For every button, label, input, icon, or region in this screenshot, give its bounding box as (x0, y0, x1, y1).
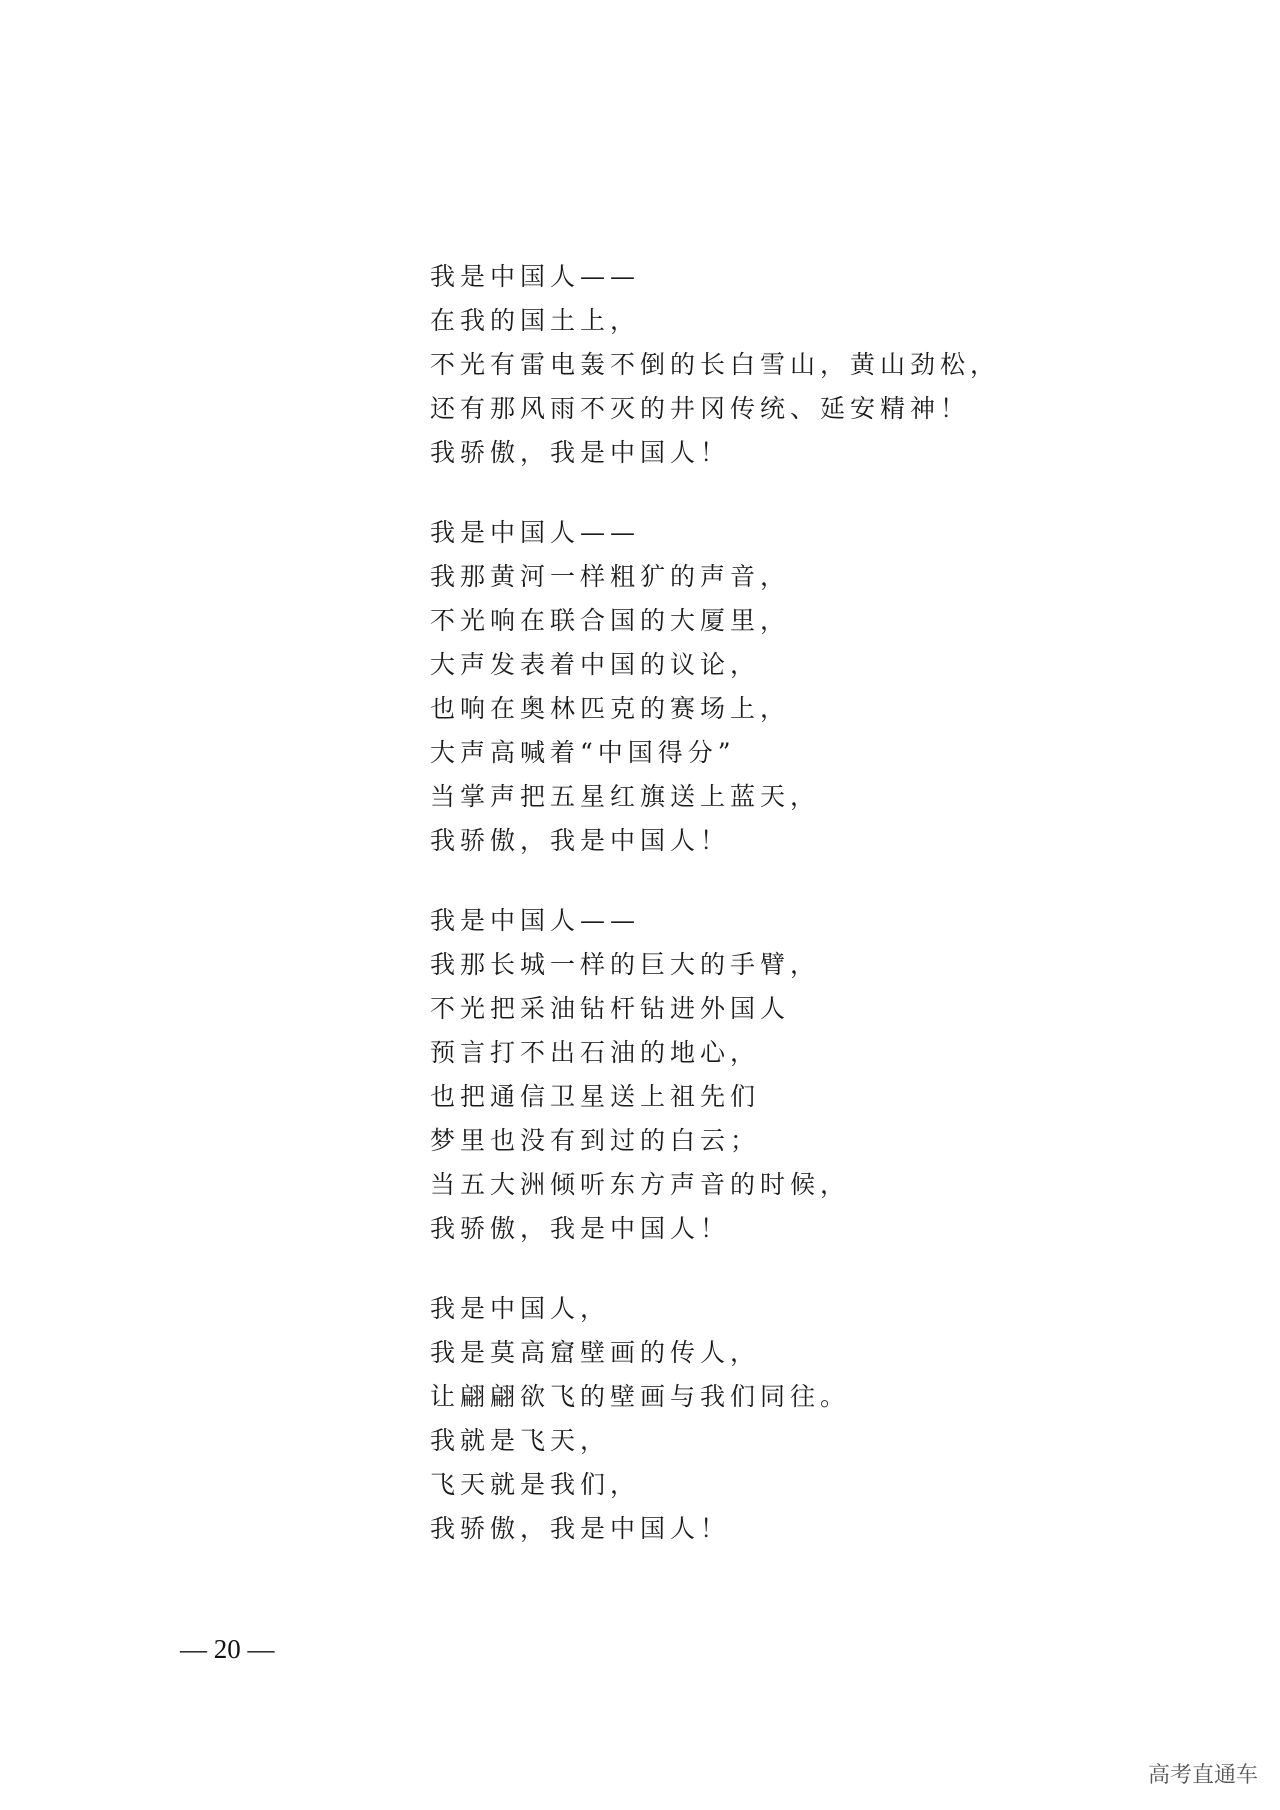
poem-line: 梦里也没有到过的白云； (430, 1126, 761, 1155)
poem-line: 我骄傲，我是中国人！ (430, 1514, 731, 1543)
poem (430, 255, 1130, 1587)
poem-line: 我骄傲，我是中国人！ (430, 438, 731, 467)
stanza-1 (430, 255, 1130, 475)
poem-line: 当五大洲倾听东方声音的时候， (430, 1170, 851, 1199)
poem-line: 我那长城一样的巨大的手臂， (430, 950, 821, 979)
poem-line: 我是中国人， (430, 1294, 611, 1323)
poem-line: 也响在奥林匹克的赛场上， (430, 694, 791, 723)
poem-line: 不光有雷电轰不倒的长白雪山，黄山劲松， (430, 350, 1001, 379)
stanza-4 (430, 1287, 1130, 1551)
poem-line: 当掌声把五星红旗送上蓝天， (430, 782, 821, 811)
poem-line: 我骄傲，我是中国人！ (430, 1214, 731, 1243)
poem-line: 大声高喊着“中国得分” (430, 738, 736, 767)
poem-line: 预言打不出石油的地心， (430, 1038, 761, 1067)
watermark-text: 高考直通车 (1147, 1763, 1258, 1788)
poem-line: 我是莫高窟壁画的传人， (430, 1338, 761, 1367)
poem-line: 也把通信卫星送上祖先们 (430, 1082, 761, 1111)
poem-line: 不光把采油钻杆钻进外国人 (430, 994, 791, 1023)
poem-line: 我是中国人—— (430, 906, 641, 935)
stanza-2 (430, 511, 1130, 863)
poem-line: 还有那风雨不灭的井冈传统、延安精神！ (430, 394, 971, 423)
poem-line: 飞天就是我们， (430, 1470, 641, 1499)
poem-line: 让翩翩欲飞的壁画与我们同往。 (430, 1382, 851, 1411)
poem-line: 不光响在联合国的大厦里， (430, 606, 791, 635)
page-number: — 20 — (180, 1634, 275, 1664)
poem-line: 我就是飞天， (430, 1426, 611, 1455)
stanza-3 (430, 899, 1130, 1251)
poem-line: 在我的国土上， (430, 306, 641, 335)
poem-line: 我骄傲，我是中国人！ (430, 826, 731, 855)
poem-line: 我是中国人—— (430, 518, 641, 547)
poem-line: 大声发表着中国的议论， (430, 650, 761, 679)
poem-line: 我那黄河一样粗犷的声音， (430, 562, 791, 591)
poem-line: 我是中国人—— (430, 262, 641, 291)
